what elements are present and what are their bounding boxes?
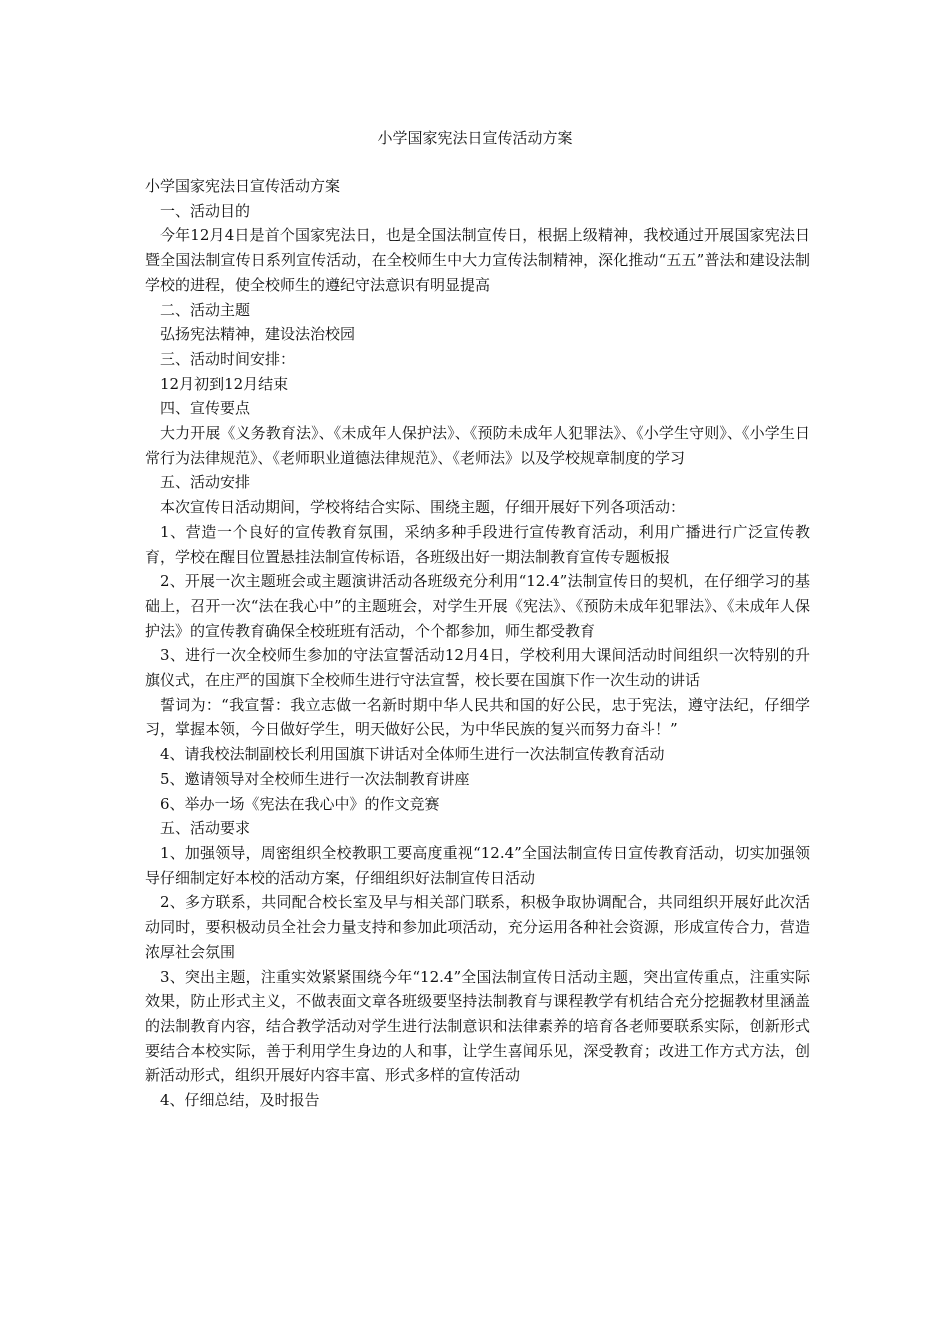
requirement-item-1: 1、加强领导，周密组织全校教职工要高度重视“12.4”全国法制宣传日宣传教育活动，切实加强领导仔细制定好本校的活动方案，仔细组织好法制宣传日活动 — [145, 843, 810, 887]
paragraph-purpose: 今年12月4日是首个国家宪法日，也是全国法制宣传日，根据上级精神，我校通过开展国家宪法日暨全国法制宣传日系列宣传活动，在全校师生中大力宣传法制精神，深化推动“五五”普法和建设法制学校的进程，使全校师生的遵纪守法意识有明显提高 — [145, 226, 810, 294]
paragraph-schedule: 12月初到12月结束 — [160, 374, 289, 393]
oath-text: 誓词为：“我宣誓：我立志做一名新时期中华人民共和国的好公民，忠于宪法，遵守法纪，仔细学习，掌握本领，今日做好学生，明天做好公民，为中华民族的复兴而努力奋斗！” — [145, 695, 810, 739]
section-heading-purpose: 一、活动目的 — [160, 201, 251, 220]
section-heading-requirements: 五、活动要求 — [160, 819, 251, 838]
section-heading-arrangements: 五、活动安排 — [160, 473, 251, 492]
paragraph-arrangements-intro: 本次宣传日活动期间，学校将结合实际、围绕主题，仔细开展好下列各项活动： — [160, 498, 686, 517]
requirement-item-2: 2、多方联系，共同配合校长室及早与相关部门联系，积极争取协调配合，共同组织开展好此次活动同时，要积极动员全社会力量支持和参加此项活动，充分运用各种社会资源，形成宣传合力，营造浓厚社会氛围 — [145, 893, 810, 961]
section-heading-key-points: 四、宣传要点 — [160, 399, 251, 418]
section-heading-theme: 二、活动主题 — [160, 300, 251, 319]
section-heading-schedule: 三、活动时间安排： — [160, 349, 296, 368]
arrangement-item-3: 3、进行一次全校师生参加的守法宣誓活动12月4日，学校利用大课间活动时间组织一次特别的升旗仪式，在庄严的国旗下全校师生进行守法宣誓，校长要在国旗下作一次生动的讲话 — [145, 646, 810, 690]
arrangement-item-6: 6、举办一场《宪法在我心中》的作文竞赛 — [160, 794, 440, 813]
requirement-item-4: 4、仔细总结，及时报告 — [160, 1091, 320, 1110]
arrangement-item-1: 1、营造一个良好的宣传教育氛围，采纳多种手段进行宣传教育活动，利用广播进行广泛宣传教育，学校在醒目位置悬挂法制宣传标语，各班级出好一期法制教育宣传专题板报 — [145, 522, 810, 566]
paragraph-theme: 弘扬宪法精神，建设法治校园 — [160, 325, 356, 344]
arrangement-item-4: 4、请我校法制副校长利用国旗下讲话对全体师生进行一次法制宣传教育活动 — [160, 745, 665, 764]
paragraph-key-points: 大力开展《义务教育法》、《未成年人保护法》、《预防未成年人犯罪法》、《小学生守则》、《小学生日常行为法律规范》、《老师职业道德法律规范》、《老师法》以及学校规章制度的学习 — [145, 424, 810, 467]
body-heading: 小学国家宪法日宣传活动方案 — [145, 177, 341, 195]
arrangement-item-2: 2、开展一次主题班会或主题演讲活动各班级充分利用“12.4”法制宣传日的契机，在仔细学习的基础上，召开一次“法在我心中”的主题班会，对学生开展《宪法》、《预防未成年犯罪法》、《未成年人保护法》的宣传教育确保全校班班有活动，个个都参加，师生都受教育 — [145, 572, 810, 640]
requirement-item-3: 3、突出主题，注重实效紧紧围绕今年“12.4”全国法制宣传日活动主题，突出宣传重点，注重实际效果，防止形式主义，不做表面文章各班级要坚持法制教育与课程教学有机结合充分挖掘教材里涵盖的法制教育内容，结合教学活动对学生进行法制意识和法律素养的培育各老师要联系实际，创新形式要结合本校实际，善于利用学生身边的人和事，让学生喜闻乐见，深受教育；改进工作方式方法，创新活动形式，组织开展好内容丰富、形式多样的宣传活动 — [145, 967, 810, 1085]
document-title: 小学国家宪法日宣传活动方案 — [377, 129, 573, 147]
arrangement-item-5: 5、邀请领导对全校师生进行一次法制教育讲座 — [160, 769, 470, 788]
document-body — [145, 174, 810, 1113]
